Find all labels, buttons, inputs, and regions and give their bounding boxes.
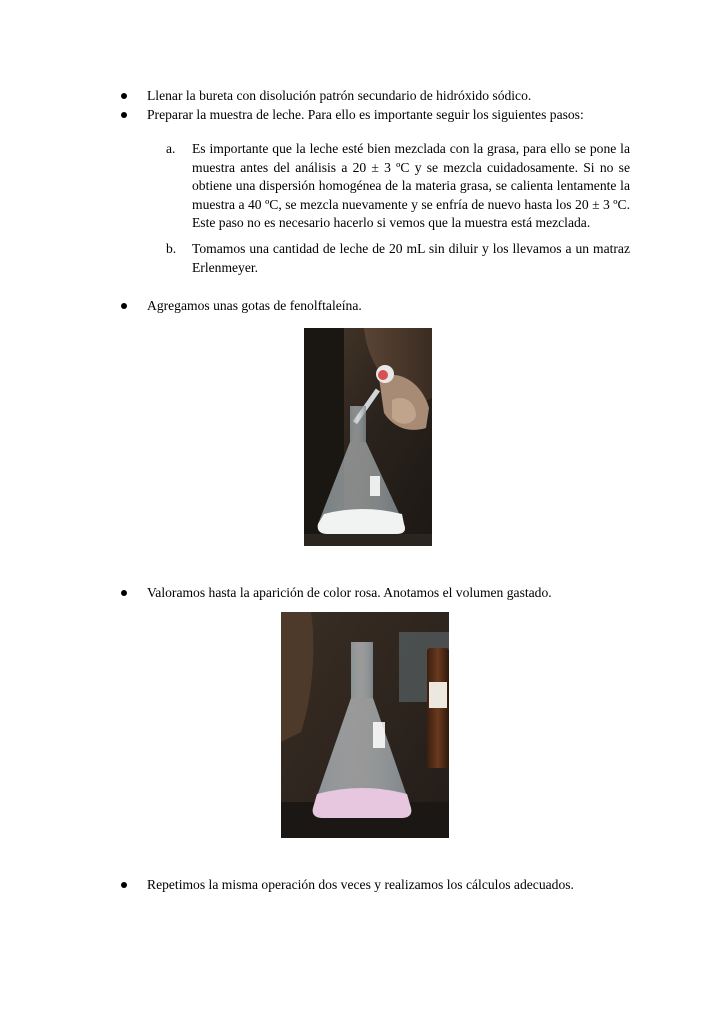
bullet-icon: [121, 882, 127, 888]
bullet-icon: [121, 93, 127, 99]
bullet-icon: [121, 303, 127, 309]
step-2-text: Preparar la muestra de leche. Para ello es importante seguir los siguientes pasos:: [147, 107, 584, 122]
substep-b-text: Tomamos una cantidad de leche de 20 mL sin diluir y los llevamos a un matraz Erlenmeyer.: [192, 241, 630, 275]
step-5: [121, 875, 631, 894]
bullet-icon: [121, 112, 127, 118]
substep-b-marker: b.: [166, 241, 177, 256]
substep-a-text: Es importante que la leche esté bien mezclada con la grasa, para ello se pone la muestra antes del análisis a 20 ± 3 ºC y se mezcla cuidadosamente. Si no se obtiene una dispersión homogénea de la materia grasa, se calienta lentamente la muestra a 40 ºC, se mezcla nuevamente y se enfría de nuevo hasta los 20 ± 3 ºC. Este paso no es necesario hacerlo si vemos que la muestra está mezclada.: [192, 141, 630, 231]
step-1: [121, 86, 631, 105]
photo-flask-phenolphthalein: [304, 328, 432, 546]
step-5-text: Repetimos la misma operación dos veces y realizamos los cálculos adecuados.: [147, 877, 574, 892]
step-3-text: Agregamos unas gotas de fenolftaleína.: [147, 298, 362, 313]
step-3: [121, 296, 631, 315]
bullet-icon: [121, 590, 127, 596]
substep-b: [166, 240, 630, 277]
step-4-text: Valoramos hasta la aparición de color rosa. Anotamos el volumen gastado.: [147, 585, 552, 600]
photo-flask-pink-titration: [281, 612, 449, 838]
substep-a: [166, 140, 630, 233]
step-2: [121, 105, 631, 124]
substep-a-marker: a.: [166, 141, 176, 156]
step-4: [121, 583, 631, 602]
step-1-text: Llenar la bureta con disolución patrón secundario de hidróxido sódico.: [147, 88, 532, 103]
